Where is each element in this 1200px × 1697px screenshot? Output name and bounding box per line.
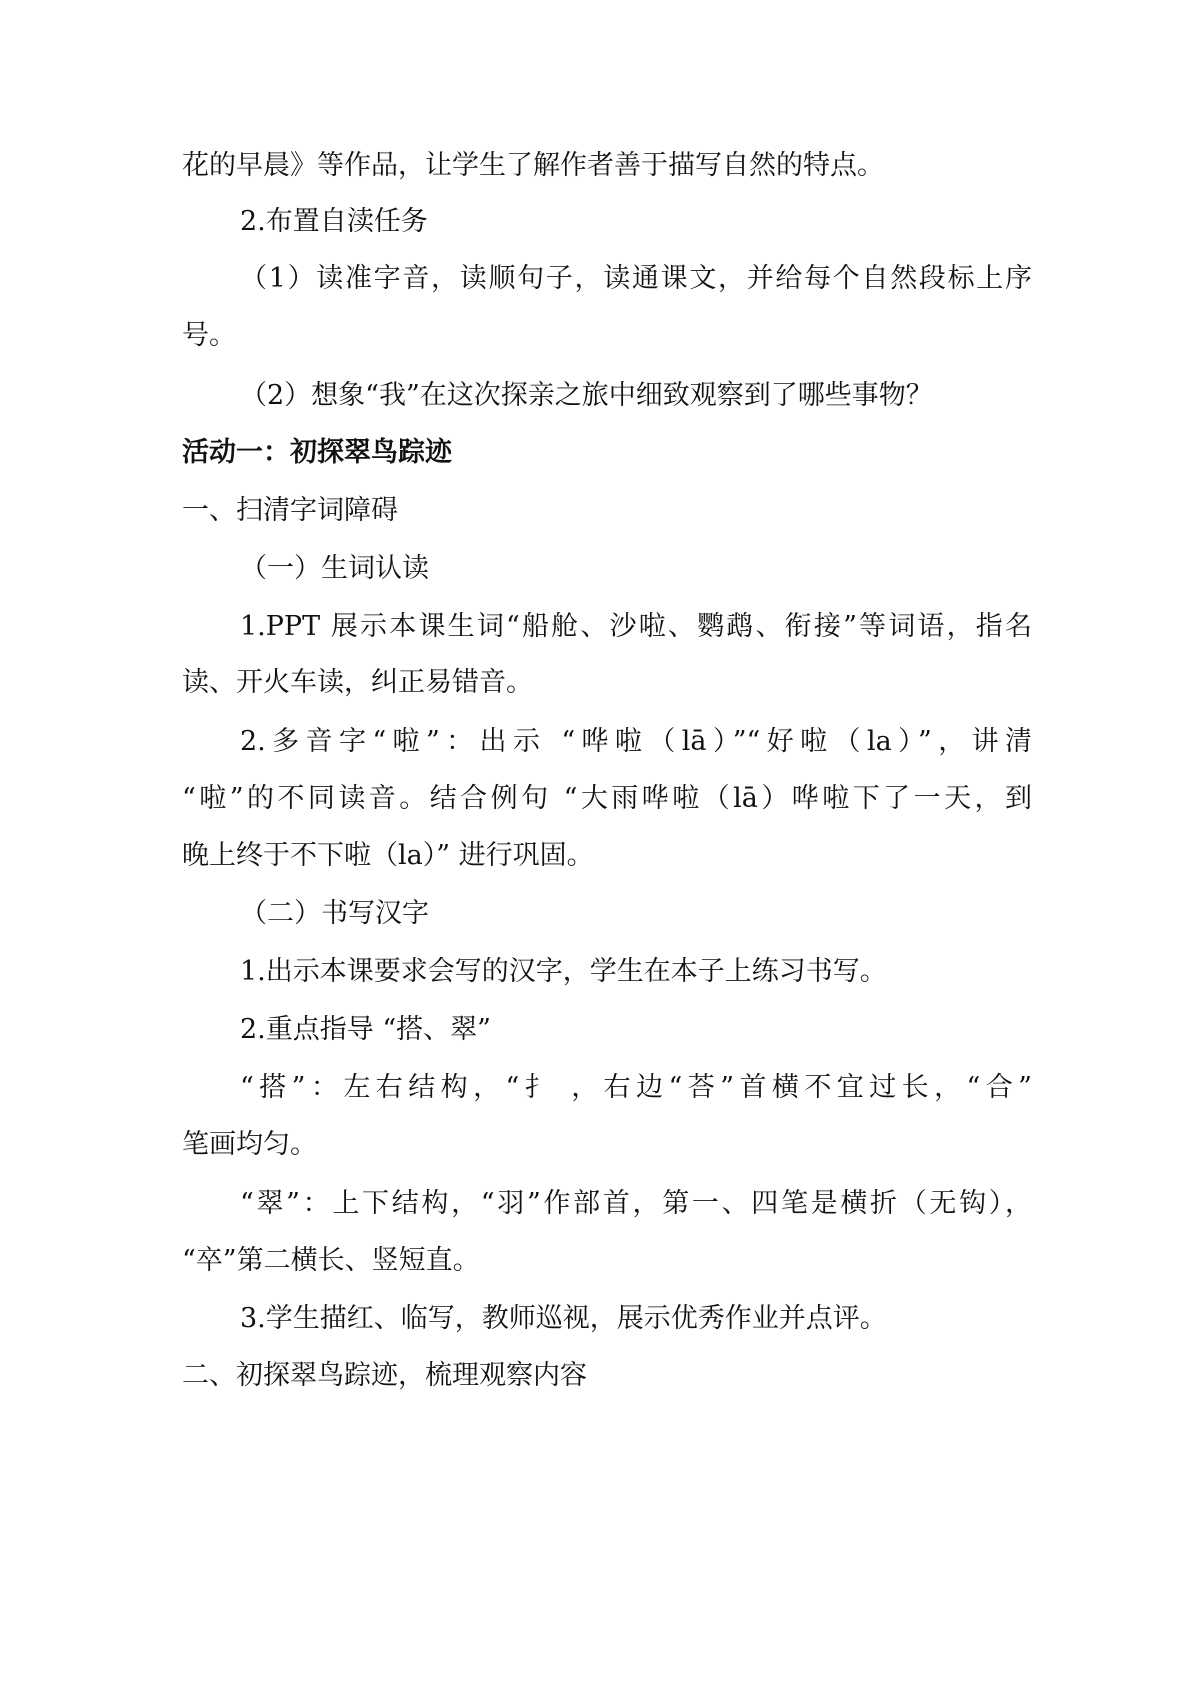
- paragraph-line: 3.学生描红、临写，教师巡视，展示优秀作业并点评。: [240, 1303, 887, 1334]
- paragraph-line: 1.PPT 展示本课生词“船舱、沙啦、鹦鹉、衔接”等词语，指名: [240, 611, 1032, 642]
- paragraph-line: 晚上终于不下啦（la）” 进行巩固。: [182, 840, 594, 871]
- subsection-heading: （一）生词认读: [240, 553, 429, 584]
- paragraph-line: “搭”：左右结构，“扌 ，右边“荅”首横不宜过长，“合”: [240, 1072, 1032, 1103]
- activity-heading: 活动一：初探翠鸟踪迹: [182, 437, 452, 468]
- paragraph-line: “翠”：上下结构，“羽”作部首，第一、四笔是横折（无钩），: [240, 1188, 1032, 1219]
- paragraph-line: 2.多音字“啦”：出示 “哗啦（lā）”“好啦（la）”，讲清: [240, 726, 1032, 757]
- paragraph-line: “卒”第二横长、竖短直。: [182, 1245, 480, 1276]
- paragraph-line: 号。: [182, 320, 236, 351]
- paragraph-line: 读、开火车读，纠正易错音。: [182, 667, 533, 698]
- paragraph-line: 花的早晨》等作品，让学生了解作者善于描写自然的特点。: [182, 150, 884, 181]
- paragraph-line: （1）读准字音，读顺句子，读通课文，并给每个自然段标上序: [240, 263, 1032, 294]
- paragraph-line: 1.出示本课要求会写的汉字，学生在本子上练习书写。: [240, 956, 887, 987]
- section-heading: 一、扫清字词障碍: [182, 495, 398, 526]
- paragraph-line: 2.重点指导 “搭、翠”: [240, 1014, 491, 1045]
- subsection-heading: （二）书写汉字: [240, 898, 429, 929]
- paragraph-line: 笔画均匀。: [182, 1129, 317, 1160]
- paragraph-line: 2.布置自渎任务: [240, 206, 428, 237]
- paragraph-line: （2）想象“我”在这次探亲之旅中细致观察到了哪些事物？: [240, 380, 933, 411]
- section-heading: 二、初探翠鸟踪迹，梳理观察内容: [182, 1360, 587, 1391]
- paragraph-line: “啦”的不同读音。结合例句 “大雨哗啦（lā）哗啦下了一天，到: [182, 783, 1032, 814]
